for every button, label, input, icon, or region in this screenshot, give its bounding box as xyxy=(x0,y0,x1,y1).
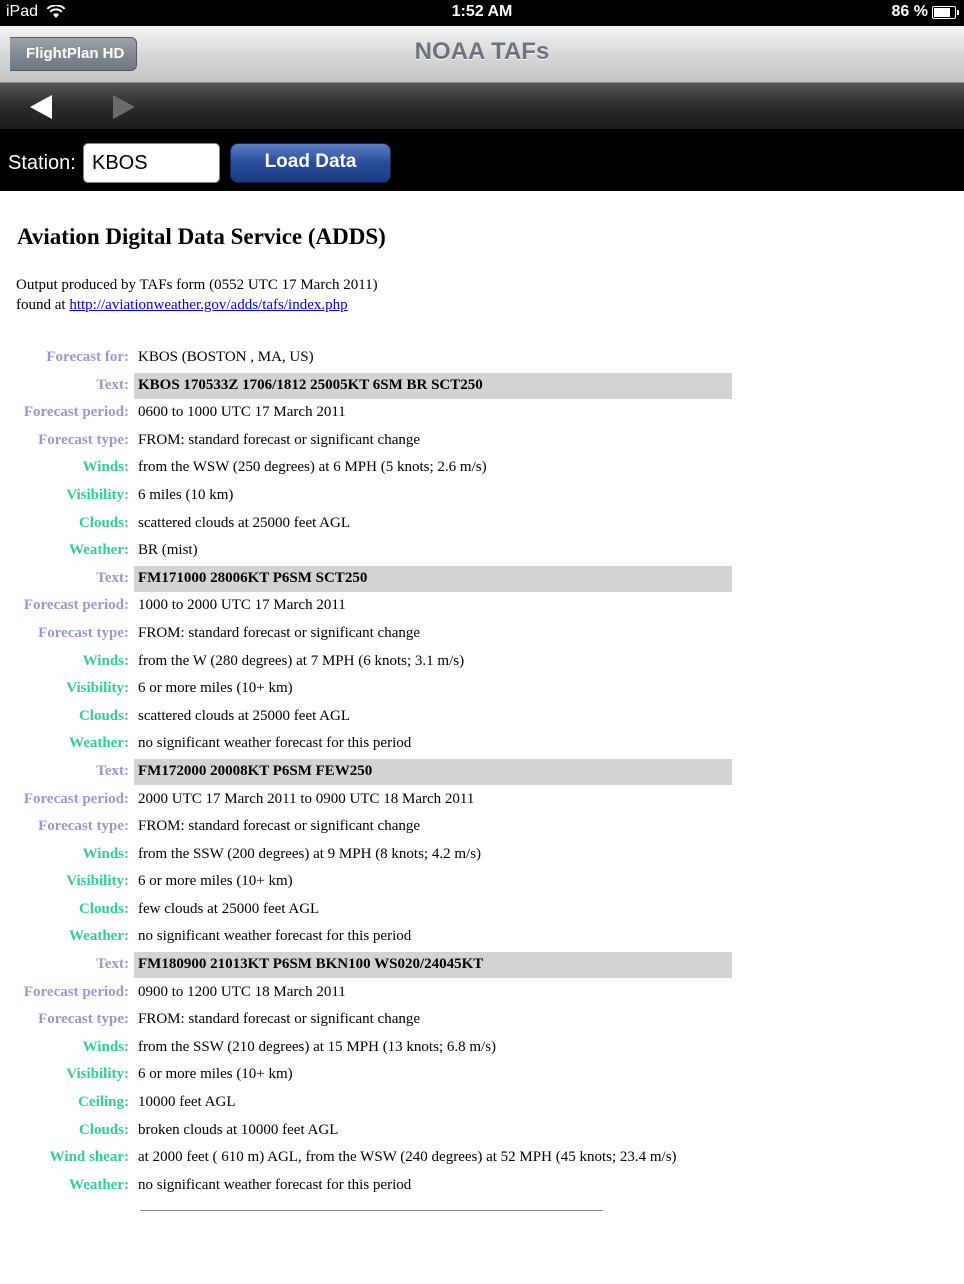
back-button-label: FlightPlan HD xyxy=(26,45,125,62)
row-value: FM171000 28006KT P6SM SCT250 xyxy=(138,569,368,586)
row-label: Text: xyxy=(96,376,129,393)
table-row xyxy=(0,731,964,759)
intro-text xyxy=(16,275,378,315)
table-row xyxy=(0,704,964,732)
row-label: Weather: xyxy=(69,735,129,752)
intro-found-label: found at xyxy=(16,297,70,313)
row-label: Wind shear: xyxy=(49,1149,129,1166)
table-row xyxy=(0,511,964,539)
taf-table xyxy=(0,345,964,1200)
row-value: from the W (280 degrees) at 7 MPH (6 knots; 3.1 m/s) xyxy=(138,652,465,669)
row-value: at 2000 feet ( 610 m) AGL, from the WSW (240 degrees) at 52 MPH (45 knots; 23.4 m/s) xyxy=(138,1149,677,1166)
table-row xyxy=(0,1007,964,1035)
table-row xyxy=(0,980,964,1008)
row-label: Forecast type: xyxy=(38,431,129,448)
row-value: from the SSW (210 degrees) at 15 MPH (13 knots; 6.8 m/s) xyxy=(138,1038,497,1055)
row-label: Weather: xyxy=(69,1176,129,1193)
station-bar xyxy=(0,129,964,191)
row-label: Forecast period: xyxy=(23,597,129,614)
row-label: Weather: xyxy=(69,542,129,559)
row-value: 10000 feet AGL xyxy=(138,1094,236,1111)
row-value: no significant weather forecast for this period xyxy=(138,928,412,945)
station-input[interactable] xyxy=(83,143,220,183)
row-label: Winds: xyxy=(82,845,129,862)
table-row xyxy=(0,483,964,511)
table-row xyxy=(0,649,964,677)
row-value: 6 or more miles (10+ km) xyxy=(138,1066,293,1083)
table-row xyxy=(0,814,964,842)
row-value: 0900 to 1200 UTC 18 March 2011 xyxy=(138,983,346,1000)
row-value: BR (mist) xyxy=(138,542,198,559)
page-title: NOAA TAFs xyxy=(414,38,550,65)
row-label: Text: xyxy=(96,956,129,973)
row-label: Visibility: xyxy=(66,1066,129,1083)
battery-percent: 86 % xyxy=(891,3,928,20)
row-value: scattered clouds at 25000 feet AGL xyxy=(138,707,351,724)
table-row xyxy=(0,621,964,649)
row-label: Text: xyxy=(96,762,129,779)
row-value: FM172000 20008KT P6SM FEW250 xyxy=(138,762,373,779)
row-label: Ceiling: xyxy=(78,1094,129,1111)
table-row xyxy=(0,1145,964,1173)
row-value: from the WSW (250 degrees) at 6 MPH (5 knots; 2.6 m/s) xyxy=(138,459,487,476)
row-value: broken clouds at 10000 feet AGL xyxy=(138,1121,339,1138)
row-value: FM180900 21013KT P6SM BKN100 WS020/24045KT xyxy=(138,956,484,973)
row-label: Visibility: xyxy=(66,873,129,890)
table-row xyxy=(0,538,964,566)
table-row xyxy=(0,373,964,401)
row-value: few clouds at 25000 feet AGL xyxy=(138,900,320,917)
table-row xyxy=(0,400,964,428)
status-right xyxy=(892,3,956,21)
table-row xyxy=(0,759,964,787)
table-row xyxy=(0,1090,964,1118)
row-label: Clouds: xyxy=(78,1121,129,1138)
table-row xyxy=(0,952,964,980)
status-bar xyxy=(0,0,964,26)
intro-found-line xyxy=(16,295,378,315)
row-label: Visibility: xyxy=(66,486,129,503)
battery-icon xyxy=(932,6,956,19)
station-label: Station: xyxy=(8,152,76,174)
adds-link[interactable]: http://aviationweather.gov/adds/tafs/index.php xyxy=(69,297,348,313)
row-value: 0600 to 1000 UTC 17 March 2011 xyxy=(138,404,346,421)
browser-toolbar xyxy=(0,83,964,129)
table-row xyxy=(0,1035,964,1063)
row-label: Text: xyxy=(96,569,129,586)
table-row xyxy=(0,566,964,594)
row-label: Forecast type: xyxy=(38,1011,129,1028)
row-label: Clouds: xyxy=(78,514,129,531)
row-label: Winds: xyxy=(82,1038,129,1055)
status-time: 1:52 AM xyxy=(451,3,513,20)
row-label: Forecast period: xyxy=(23,983,129,1000)
row-value: 6 miles (10 km) xyxy=(138,486,234,503)
intro-line: Output produced by TAFs form (0552 UTC 17 March 2011) xyxy=(16,277,378,293)
row-value: KBOS 170533Z 1706/1812 25005KT 6SM BR SCT250 xyxy=(138,376,483,393)
table-row xyxy=(0,897,964,925)
row-value: 6 or more miles (10+ km) xyxy=(138,873,293,890)
row-value: FROM: standard forecast or significant change xyxy=(138,1011,421,1028)
row-value: FROM: standard forecast or significant change xyxy=(138,818,421,835)
adds-heading: Aviation Digital Data Service (ADDS) xyxy=(17,224,386,249)
row-label: Forecast period: xyxy=(23,404,129,421)
table-row xyxy=(0,345,964,373)
row-value: 1000 to 2000 UTC 17 March 2011 xyxy=(138,597,346,614)
back-arrow-icon[interactable] xyxy=(30,95,52,119)
web-content xyxy=(0,191,964,1284)
table-row xyxy=(0,1118,964,1146)
row-value: 6 or more miles (10+ km) xyxy=(138,680,293,697)
forward-arrow-icon[interactable] xyxy=(113,95,135,119)
table-row xyxy=(0,1173,964,1201)
table-row xyxy=(0,787,964,815)
end-divider xyxy=(140,1210,603,1211)
table-row xyxy=(0,924,964,952)
load-data-button[interactable]: Load Data xyxy=(230,143,391,183)
row-value: FROM: standard forecast or significant change xyxy=(138,431,421,448)
table-row xyxy=(0,869,964,897)
row-value: 2000 UTC 17 March 2011 to 0900 UTC 18 March 2011 xyxy=(138,790,475,807)
row-label: Winds: xyxy=(82,459,129,476)
row-label: Weather: xyxy=(69,928,129,945)
row-value: FROM: standard forecast or significant change xyxy=(138,624,421,641)
table-row xyxy=(0,842,964,870)
row-value: KBOS (BOSTON , MA, US) xyxy=(138,349,314,365)
device-name: iPad xyxy=(6,3,39,20)
row-value: no significant weather forecast for this period xyxy=(138,735,412,752)
row-value: from the SSW (200 degrees) at 9 MPH (8 knots; 4.2 m/s) xyxy=(138,845,482,862)
navigation-bar xyxy=(0,26,964,83)
table-row xyxy=(0,593,964,621)
row-label: Visibility: xyxy=(66,680,129,697)
table-row xyxy=(0,676,964,704)
row-label: Forecast type: xyxy=(38,818,129,835)
row-label: Forecast for: xyxy=(46,349,129,365)
row-label: Clouds: xyxy=(78,707,129,724)
row-label: Clouds: xyxy=(78,900,129,917)
row-value: no significant weather forecast for this period xyxy=(138,1176,412,1193)
row-label: Winds: xyxy=(82,652,129,669)
row-label: Forecast period: xyxy=(23,790,129,807)
table-row xyxy=(0,1062,964,1090)
table-row xyxy=(0,428,964,456)
row-label: Forecast type: xyxy=(38,624,129,641)
table-row xyxy=(0,455,964,483)
row-value: scattered clouds at 25000 feet AGL xyxy=(138,514,351,531)
